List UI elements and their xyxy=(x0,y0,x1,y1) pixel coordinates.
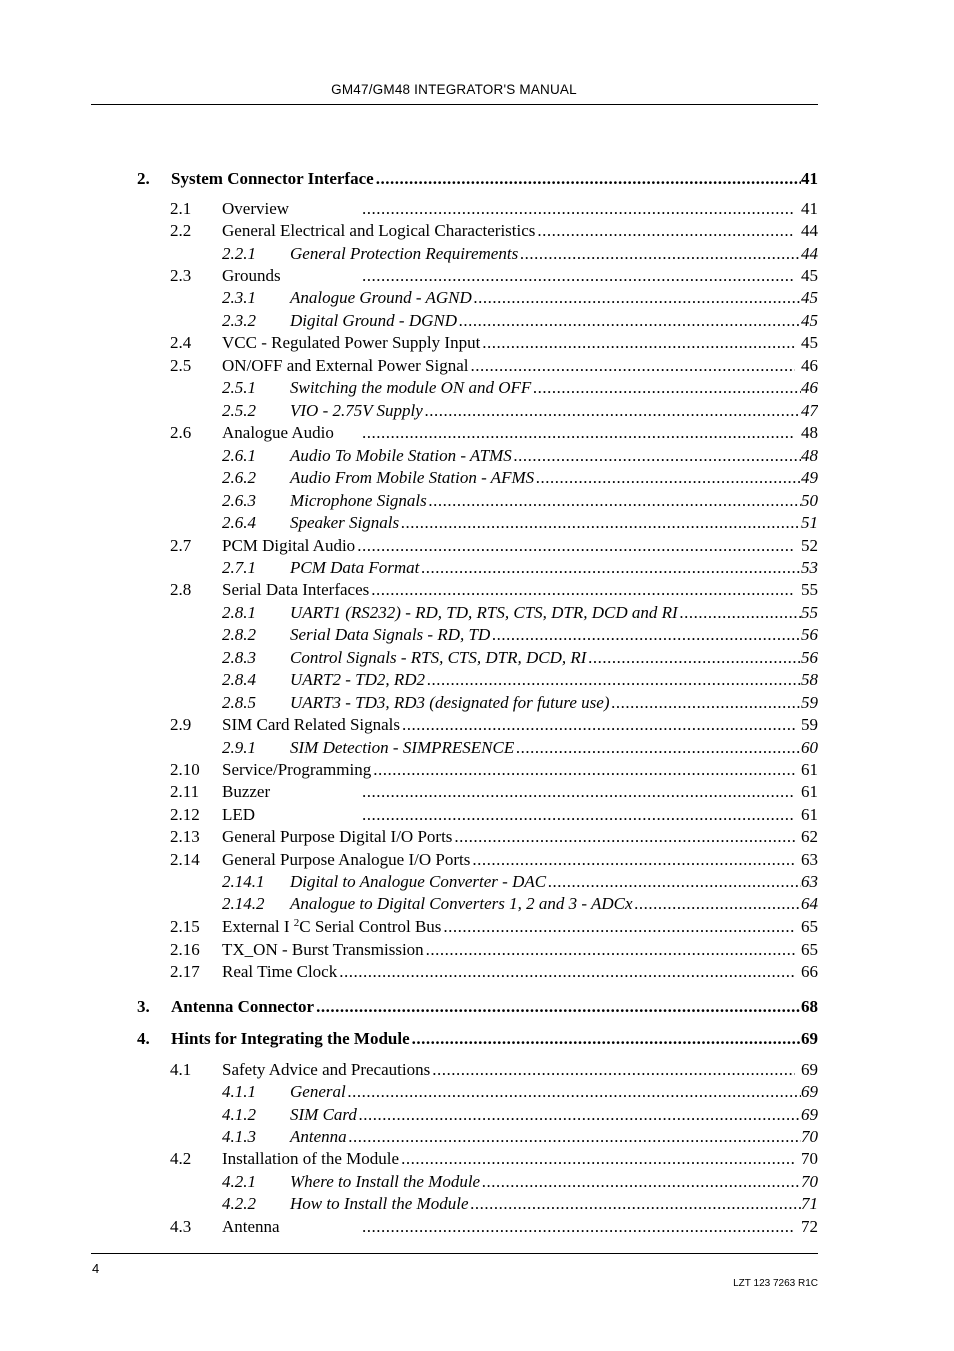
toc-title-superscript: 2 xyxy=(293,917,300,929)
toc-leader xyxy=(482,332,795,354)
toc-page: 60 xyxy=(801,738,818,757)
toc-number: 2.8.3 xyxy=(222,648,256,667)
toc-title: UART3 - TD3, RD3 (designated for future use) xyxy=(290,693,610,712)
toc-page: 48 xyxy=(801,446,818,465)
toc-title: PCM Digital Audio xyxy=(222,536,356,555)
toc-section[interactable] xyxy=(170,916,818,938)
toc-page: 69 xyxy=(801,1105,818,1124)
toc-number: 2.3.1 xyxy=(222,288,256,307)
toc-leader xyxy=(537,220,795,242)
toc-leader xyxy=(635,893,802,915)
toc-leader xyxy=(588,647,801,669)
toc-title: System Connector Interface xyxy=(171,169,374,188)
toc-title: Buzzer xyxy=(222,782,271,801)
toc-subsection[interactable] xyxy=(222,243,818,265)
toc-page: 70 xyxy=(801,1149,818,1168)
toc-title: Serial Data Interfaces xyxy=(222,580,370,599)
toc-page: 45 xyxy=(801,333,818,352)
toc-leader xyxy=(533,377,801,399)
toc-subsection[interactable] xyxy=(222,512,818,534)
toc-title: VIO - 2.75V Supply xyxy=(290,401,423,420)
toc-title: General xyxy=(290,1082,346,1101)
toc-leader xyxy=(426,939,795,961)
toc-section[interactable] xyxy=(170,422,818,444)
toc-number: 2.11 xyxy=(170,782,200,801)
toc-page: 61 xyxy=(801,760,818,779)
toc-title-part: C Serial Control Bus xyxy=(299,917,442,936)
toc-leader xyxy=(680,602,801,624)
toc-number: 2.1 xyxy=(170,199,192,218)
toc-number: 2.10 xyxy=(170,760,200,779)
toc-page: 45 xyxy=(801,311,818,330)
toc-subsection[interactable] xyxy=(222,490,818,512)
toc-title: SIM Detection - SIMPRESENCE xyxy=(290,738,515,757)
toc-number: 2.8.4 xyxy=(222,670,256,689)
toc-number: 2.14.1 xyxy=(222,872,265,891)
toc-chapter[interactable] xyxy=(137,996,818,1018)
toc-leader xyxy=(470,355,795,377)
toc-number: 4.1 xyxy=(170,1060,192,1079)
toc-page: 62 xyxy=(801,827,818,846)
toc-number: 4.1.2 xyxy=(222,1105,256,1124)
toc-title: Microphone Signals xyxy=(290,491,427,510)
toc-title: Analogue to Digital Converters 1, 2 and 3 - ADCx xyxy=(290,894,633,913)
toc-title: PCM Data Format xyxy=(290,558,420,577)
toc-title: UART1 (RS232) - RD, TD, RTS, CTS, DTR, DCD and RI xyxy=(290,603,678,622)
toc-section[interactable] xyxy=(170,714,818,736)
toc-number: 4.2 xyxy=(170,1149,192,1168)
toc-page: 69 xyxy=(801,1082,818,1101)
toc-page: 70 xyxy=(801,1127,818,1146)
toc-leader xyxy=(548,871,801,893)
toc-page: 64 xyxy=(801,894,818,913)
toc-leader xyxy=(520,243,801,265)
toc-title: SIM Card xyxy=(290,1105,357,1124)
toc-subsection[interactable] xyxy=(222,377,818,399)
toc-leader xyxy=(362,198,795,220)
toc-section[interactable] xyxy=(170,1059,818,1081)
toc-title: TX_ON - Burst Transmission xyxy=(222,940,424,959)
toc-number: 4.1.3 xyxy=(222,1127,256,1146)
toc-page: 49 xyxy=(801,468,818,487)
toc-title: How to Install the Module xyxy=(290,1194,469,1213)
toc-title-part: External I xyxy=(222,917,294,936)
toc-subsection[interactable] xyxy=(222,602,818,624)
toc-leader xyxy=(492,624,801,646)
page-number: 4 xyxy=(92,1261,100,1276)
toc-page: 55 xyxy=(801,603,818,622)
toc-leader xyxy=(373,759,795,781)
toc-number: 2.2 xyxy=(170,221,192,240)
toc-subsection[interactable] xyxy=(222,1104,818,1126)
toc-page: 71 xyxy=(801,1194,818,1213)
toc-number: 2.15 xyxy=(170,917,200,936)
toc-title: Safety Advice and Precautions xyxy=(222,1060,431,1079)
toc-page: 53 xyxy=(801,558,818,577)
toc-title xyxy=(222,916,443,938)
toc-number: 2.8.1 xyxy=(222,603,256,622)
toc-number: 3. xyxy=(137,997,150,1016)
toc-number: 4. xyxy=(137,1029,150,1048)
toc-title: ON/OFF and External Power Signal xyxy=(222,356,469,375)
toc-subsection[interactable] xyxy=(222,1193,818,1215)
toc-title: Installation of the Module xyxy=(222,1149,400,1168)
toc-leader xyxy=(454,826,795,848)
toc-number: 2.4 xyxy=(170,333,192,352)
toc-page: 63 xyxy=(801,850,818,869)
toc-section[interactable] xyxy=(170,198,818,220)
toc-leader xyxy=(432,1059,795,1081)
toc-page: 47 xyxy=(801,401,818,420)
toc-page: 56 xyxy=(801,625,818,644)
toc-subsection[interactable] xyxy=(222,310,818,332)
toc-leader xyxy=(348,1081,801,1103)
toc-page: 63 xyxy=(801,872,818,891)
toc-leader xyxy=(472,849,795,871)
toc-number: 2.5.1 xyxy=(222,378,256,397)
toc-section[interactable] xyxy=(170,332,818,354)
toc-title: Hints for Integrating the Module xyxy=(171,1029,410,1048)
toc-leader xyxy=(482,1171,801,1193)
toc-section[interactable] xyxy=(170,961,818,983)
toc-leader xyxy=(401,512,801,534)
toc-leader xyxy=(425,400,801,422)
toc-number: 2.3.2 xyxy=(222,311,256,330)
toc-subsection[interactable] xyxy=(222,287,818,309)
toc-page: 72 xyxy=(801,1217,818,1236)
toc-subsection[interactable] xyxy=(222,647,818,669)
toc-subsection[interactable] xyxy=(222,1081,818,1103)
toc-title: General Purpose Digital I/O Ports xyxy=(222,827,453,846)
toc-leader xyxy=(429,490,801,512)
toc-title: Control Signals - RTS, CTS, DTR, DCD, RI xyxy=(290,648,587,667)
toc-subsection[interactable] xyxy=(222,692,818,714)
toc-title: Grounds xyxy=(222,266,281,285)
toc-chapter[interactable] xyxy=(137,1028,818,1050)
toc-subsection[interactable] xyxy=(222,557,818,579)
toc-title: Analogue Audio xyxy=(222,423,334,442)
toc-page: 46 xyxy=(801,356,818,375)
toc-subsection[interactable] xyxy=(222,737,818,759)
toc-page: 44 xyxy=(801,221,818,240)
toc-number: 2.7 xyxy=(170,536,192,555)
toc-number: 2.13 xyxy=(170,827,200,846)
toc-page: 41 xyxy=(801,169,818,188)
toc-number: 2.6.4 xyxy=(222,513,256,532)
footer-rule xyxy=(91,1253,818,1254)
toc-leader xyxy=(362,422,795,444)
toc-subsection[interactable] xyxy=(222,445,818,467)
toc-page: 61 xyxy=(801,782,818,801)
toc-page: 58 xyxy=(801,670,818,689)
toc-number: 2. xyxy=(137,169,150,188)
toc-number: 2.2.1 xyxy=(222,244,256,263)
toc-leader xyxy=(362,1216,795,1238)
toc-section[interactable] xyxy=(170,535,818,557)
toc-number: 2.8.2 xyxy=(222,625,256,644)
toc-subsection[interactable] xyxy=(222,400,818,422)
toc-leader xyxy=(376,168,801,190)
header-rule xyxy=(91,104,818,105)
toc-page: 41 xyxy=(801,199,818,218)
toc-page: 55 xyxy=(801,580,818,599)
toc-title: Overview xyxy=(222,199,290,218)
toc-page: 59 xyxy=(801,715,818,734)
toc-number: 2.6.1 xyxy=(222,446,256,465)
toc-leader xyxy=(516,737,801,759)
toc-subsection[interactable] xyxy=(222,467,818,489)
toc-section[interactable] xyxy=(170,1216,818,1238)
toc-leader xyxy=(474,287,801,309)
toc-number: 2.14 xyxy=(170,850,200,869)
toc-section[interactable] xyxy=(170,781,818,803)
toc-title: LED xyxy=(222,805,256,824)
toc-subsection[interactable] xyxy=(222,1171,818,1193)
toc-section[interactable] xyxy=(170,849,818,871)
toc-title: Real Time Clock xyxy=(222,962,338,981)
toc-page: 59 xyxy=(801,693,818,712)
toc-number: 2.6.3 xyxy=(222,491,256,510)
toc-subsection[interactable] xyxy=(222,893,818,915)
toc-title: Switching the module ON and OFF xyxy=(290,378,532,397)
toc-title: General Protection Requirements xyxy=(290,244,519,263)
toc-title: Analogue Ground - AGND xyxy=(290,288,472,307)
toc-leader xyxy=(612,692,801,714)
toc-page: 65 xyxy=(801,940,818,959)
toc-leader xyxy=(459,310,801,332)
toc-leader xyxy=(362,265,795,287)
toc-number: 2.12 xyxy=(170,805,200,824)
toc-leader xyxy=(536,467,801,489)
toc-title: General Electrical and Logical Characteristics xyxy=(222,221,536,240)
toc-page: 44 xyxy=(801,244,818,263)
toc-title: Antenna xyxy=(290,1127,347,1146)
toc-leader xyxy=(359,1104,801,1126)
running-header: GM47/GM48 INTEGRATOR'S MANUAL xyxy=(331,82,577,97)
toc-chapter[interactable] xyxy=(137,168,818,190)
toc-page: 50 xyxy=(801,491,818,510)
toc-page: 51 xyxy=(801,513,818,532)
toc-leader xyxy=(401,1148,795,1170)
toc-section[interactable] xyxy=(170,220,818,242)
toc-subsection[interactable] xyxy=(222,1126,818,1148)
toc-leader xyxy=(470,1193,801,1215)
document-code: LZT 123 7263 R1C xyxy=(733,1278,818,1289)
toc-leader xyxy=(443,916,795,938)
toc-page: 69 xyxy=(801,1060,818,1079)
toc-leader xyxy=(421,557,801,579)
toc-number: 4.2.2 xyxy=(222,1194,256,1213)
toc-section[interactable] xyxy=(170,265,818,287)
toc-title: Audio From Mobile Station - AFMS xyxy=(290,468,535,487)
toc-section[interactable] xyxy=(170,804,818,826)
toc-number: 2.7.1 xyxy=(222,558,256,577)
toc-section[interactable] xyxy=(170,1148,818,1170)
toc-page: 45 xyxy=(801,266,818,285)
toc-number: 2.9.1 xyxy=(222,738,256,757)
toc-number: 2.3 xyxy=(170,266,192,285)
toc-title: Digital Ground - DGND xyxy=(290,311,458,330)
toc-number: 2.9 xyxy=(170,715,192,734)
toc-title: Service/Programming xyxy=(222,760,372,779)
toc-leader xyxy=(349,1126,801,1148)
toc-number: 2.5.2 xyxy=(222,401,256,420)
toc-title: Serial Data Signals - RD, TD xyxy=(290,625,491,644)
toc-number: 4.1.1 xyxy=(222,1082,256,1101)
toc-page: 70 xyxy=(801,1172,818,1191)
toc-leader xyxy=(362,804,795,826)
toc-title: UART2 - TD2, RD2 xyxy=(290,670,426,689)
toc-number: 2.8 xyxy=(170,580,192,599)
toc-number: 2.16 xyxy=(170,940,200,959)
toc-subsection[interactable] xyxy=(222,624,818,646)
toc-page: 46 xyxy=(801,378,818,397)
toc-leader xyxy=(316,996,801,1018)
toc-title: Audio To Mobile Station - ATMS xyxy=(290,446,512,465)
toc-section[interactable] xyxy=(170,355,818,377)
toc-title: Where to Install the Module xyxy=(290,1172,481,1191)
toc-title: Antenna Connector xyxy=(171,997,315,1016)
toc-number: 2.5 xyxy=(170,356,192,375)
toc-page: 61 xyxy=(801,805,818,824)
toc-title: Speaker Signals xyxy=(290,513,400,532)
toc-page: 65 xyxy=(801,917,818,936)
toc-section[interactable] xyxy=(170,759,818,781)
toc-page: 69 xyxy=(801,1029,818,1048)
toc-page: 48 xyxy=(801,423,818,442)
toc-title: Digital to Analogue Converter - DAC xyxy=(290,872,547,891)
toc-page: 52 xyxy=(801,536,818,555)
toc-subsection[interactable] xyxy=(222,669,818,691)
toc-leader xyxy=(339,961,795,983)
toc-number: 2.17 xyxy=(170,962,200,981)
toc-section[interactable] xyxy=(170,579,818,601)
toc-number: 2.8.5 xyxy=(222,693,256,712)
toc-leader xyxy=(514,445,801,467)
toc-section[interactable] xyxy=(170,826,818,848)
toc-leader xyxy=(371,579,795,601)
toc-title: General Purpose Analogue I/O Ports xyxy=(222,850,471,869)
toc-number: 2.6 xyxy=(170,423,192,442)
toc-number: 2.14.2 xyxy=(222,894,265,913)
toc-page: 68 xyxy=(801,997,818,1016)
toc-number: 2.6.2 xyxy=(222,468,256,487)
toc-number: 4.3 xyxy=(170,1217,192,1236)
toc-leader xyxy=(427,669,801,691)
toc-subsection[interactable] xyxy=(222,871,818,893)
toc-leader xyxy=(402,714,795,736)
toc-section[interactable] xyxy=(170,939,818,961)
toc-title: VCC - Regulated Power Supply Input xyxy=(222,333,481,352)
toc-title: SIM Card Related Signals xyxy=(222,715,401,734)
toc-leader xyxy=(412,1028,801,1050)
toc-leader xyxy=(357,535,795,557)
toc-leader xyxy=(362,781,795,803)
toc-page: 66 xyxy=(801,962,818,981)
toc-page: 45 xyxy=(801,288,818,307)
toc-title: Antenna xyxy=(222,1217,280,1236)
toc-number: 4.2.1 xyxy=(222,1172,256,1191)
toc-page: 56 xyxy=(801,648,818,667)
